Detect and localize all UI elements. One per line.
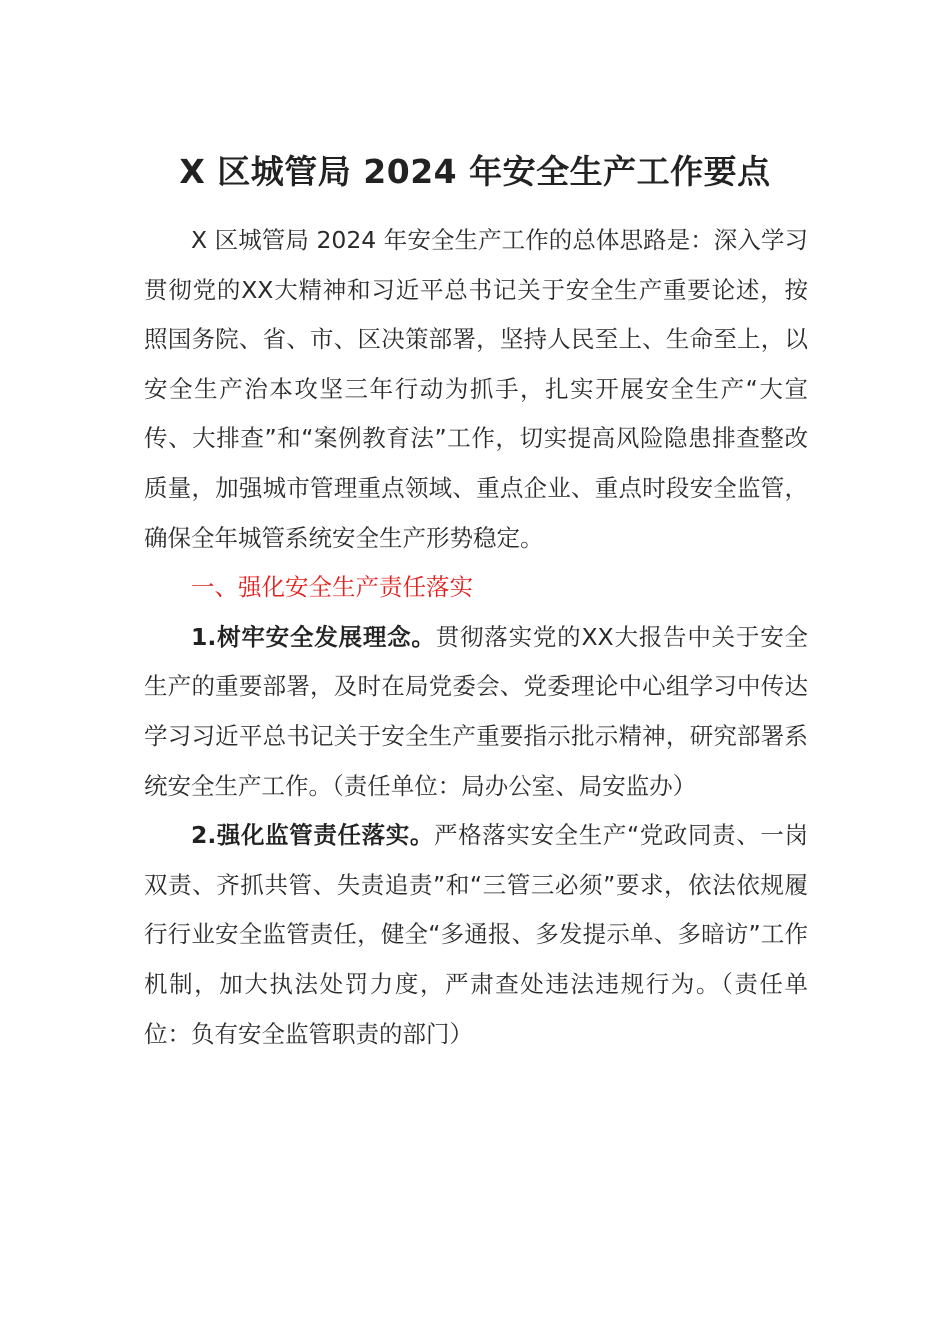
document-title: X 区城管局 2024 年安全生产工作要点 bbox=[179, 152, 771, 191]
item-text: 严格落实安全生产“党政同责、一岗双责、齐抓共管、失责追责”和“三管三必须”要求，依法依规履行行业安全监管责任，健全“多通报、多发提示单、多暗访”工作机制，加大执法处罚力度，严肃查处违法违规行为。（责任单位：负有安全监管职责的部门） bbox=[144, 821, 808, 1048]
item-lead: 2.强化监管责任落实。 bbox=[191, 821, 434, 850]
item-text: 贯彻落实党的XX大报告中关于安全生产的重要部署，及时在局党委会、党委理论中心组学习中传达学习习近平总书记关于安全生产重要指示批示精神，研究部署系统安全生产工作。（责任单位：局办公室、局安监办） bbox=[144, 622, 808, 800]
list-item bbox=[144, 811, 808, 1059]
list-item bbox=[144, 613, 808, 811]
document-body bbox=[144, 216, 808, 1059]
item-lead: 1.树牢安全发展理念。 bbox=[191, 622, 436, 651]
intro-paragraph: X 区城管局 2024 年安全生产工作的总体思路是：深入学习贯彻党的XX大精神和习近平总书记关于安全生产重要论述，按照国务院、省、市、区决策部署，坚持人民至上、生命至上，以安全生产治本攻坚三年行动为抓手，扎实开展安全生产“大宣传、大排查”和“案例教育法”工作，切实提高风险隐患排查整改质量，加强城市管理重点领域、重点企业、重点时段安全监管，确保全年城管系统安全生产形势稳定。 bbox=[144, 226, 808, 552]
section-heading: 一、强化安全生产责任落实 bbox=[191, 573, 473, 602]
